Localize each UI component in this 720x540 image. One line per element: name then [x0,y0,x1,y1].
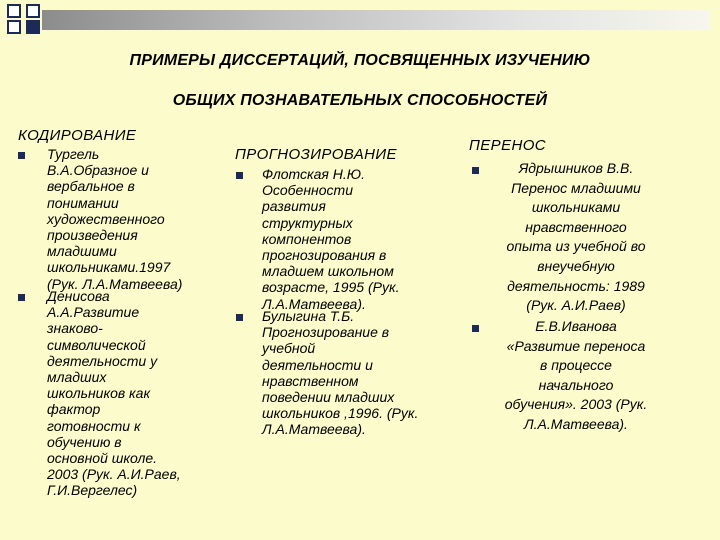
column-heading-coding: КОДИРОВАНИЕ [18,127,137,144]
bullet-icon [18,294,25,301]
column-heading-forecasting: ПРОГНОЗИРОВАНИЕ [235,146,397,163]
entry-coding-1: Тургель В.А.Образное и вербальное в понимании художественного произведения младшими школьниками.1997 (Рук. Л.А.Матвеева) [47,146,183,292]
bullet-icon [18,152,25,159]
corner-square-bottom-right [26,20,40,34]
corner-square-top-right [26,4,40,18]
bullet-icon [236,172,243,179]
header-gradient-bar [42,10,710,30]
bullet-icon [236,314,243,321]
entry-forecasting-1: Флотская Н.Ю. Особенности развития структурных компонентов прогнозирования в младшем школьном возрасте, 1995 (Рук. Л.А.Матвеева). [262,166,400,312]
entry-transfer-2: Е.В.Иванова «Развитие переноса в процессе начального обучения». 2003 (Рук. Л.А.Матвеева). [504,318,648,432]
corner-square-bottom-left [7,20,21,34]
corner-square-top-left [7,4,21,18]
slide-title-line-2: ОБЩИХ ПОЗНАВАТЕЛЬНЫХ СПОСОБНОСТЕЙ [172,92,548,109]
entry-transfer-1: Ядрышников В.В. Перенос младшими школьниками нравственного опыта из учебной во внеучебную деятельность: 1989 (Рук. А.И.Раев) [506,160,646,314]
bullet-icon [472,325,479,332]
slide-title-line-1: ПРИМЕРЫ ДИССЕРТАЦИЙ, ПОСВЯЩЕННЫХ ИЗУЧЕНИЮ [129,52,591,69]
entry-coding-2: Денисова А.А.Развитие знаково- символической деятельности у младших школьников как фактор готовности к обучению в основной школе. 2003 (Рук. А.И.Раев, Г.И.Вергелес) [47,288,181,499]
entry-forecasting-2: Булыгина Т.Б. Прогнозирование в учебной деятельности и нравственном поведении младших школьников ,1996. (Рук. Л.А.Матвеева). [262,308,419,438]
column-heading-transfer: ПЕРЕНОС [469,137,547,154]
bullet-icon [472,167,479,174]
